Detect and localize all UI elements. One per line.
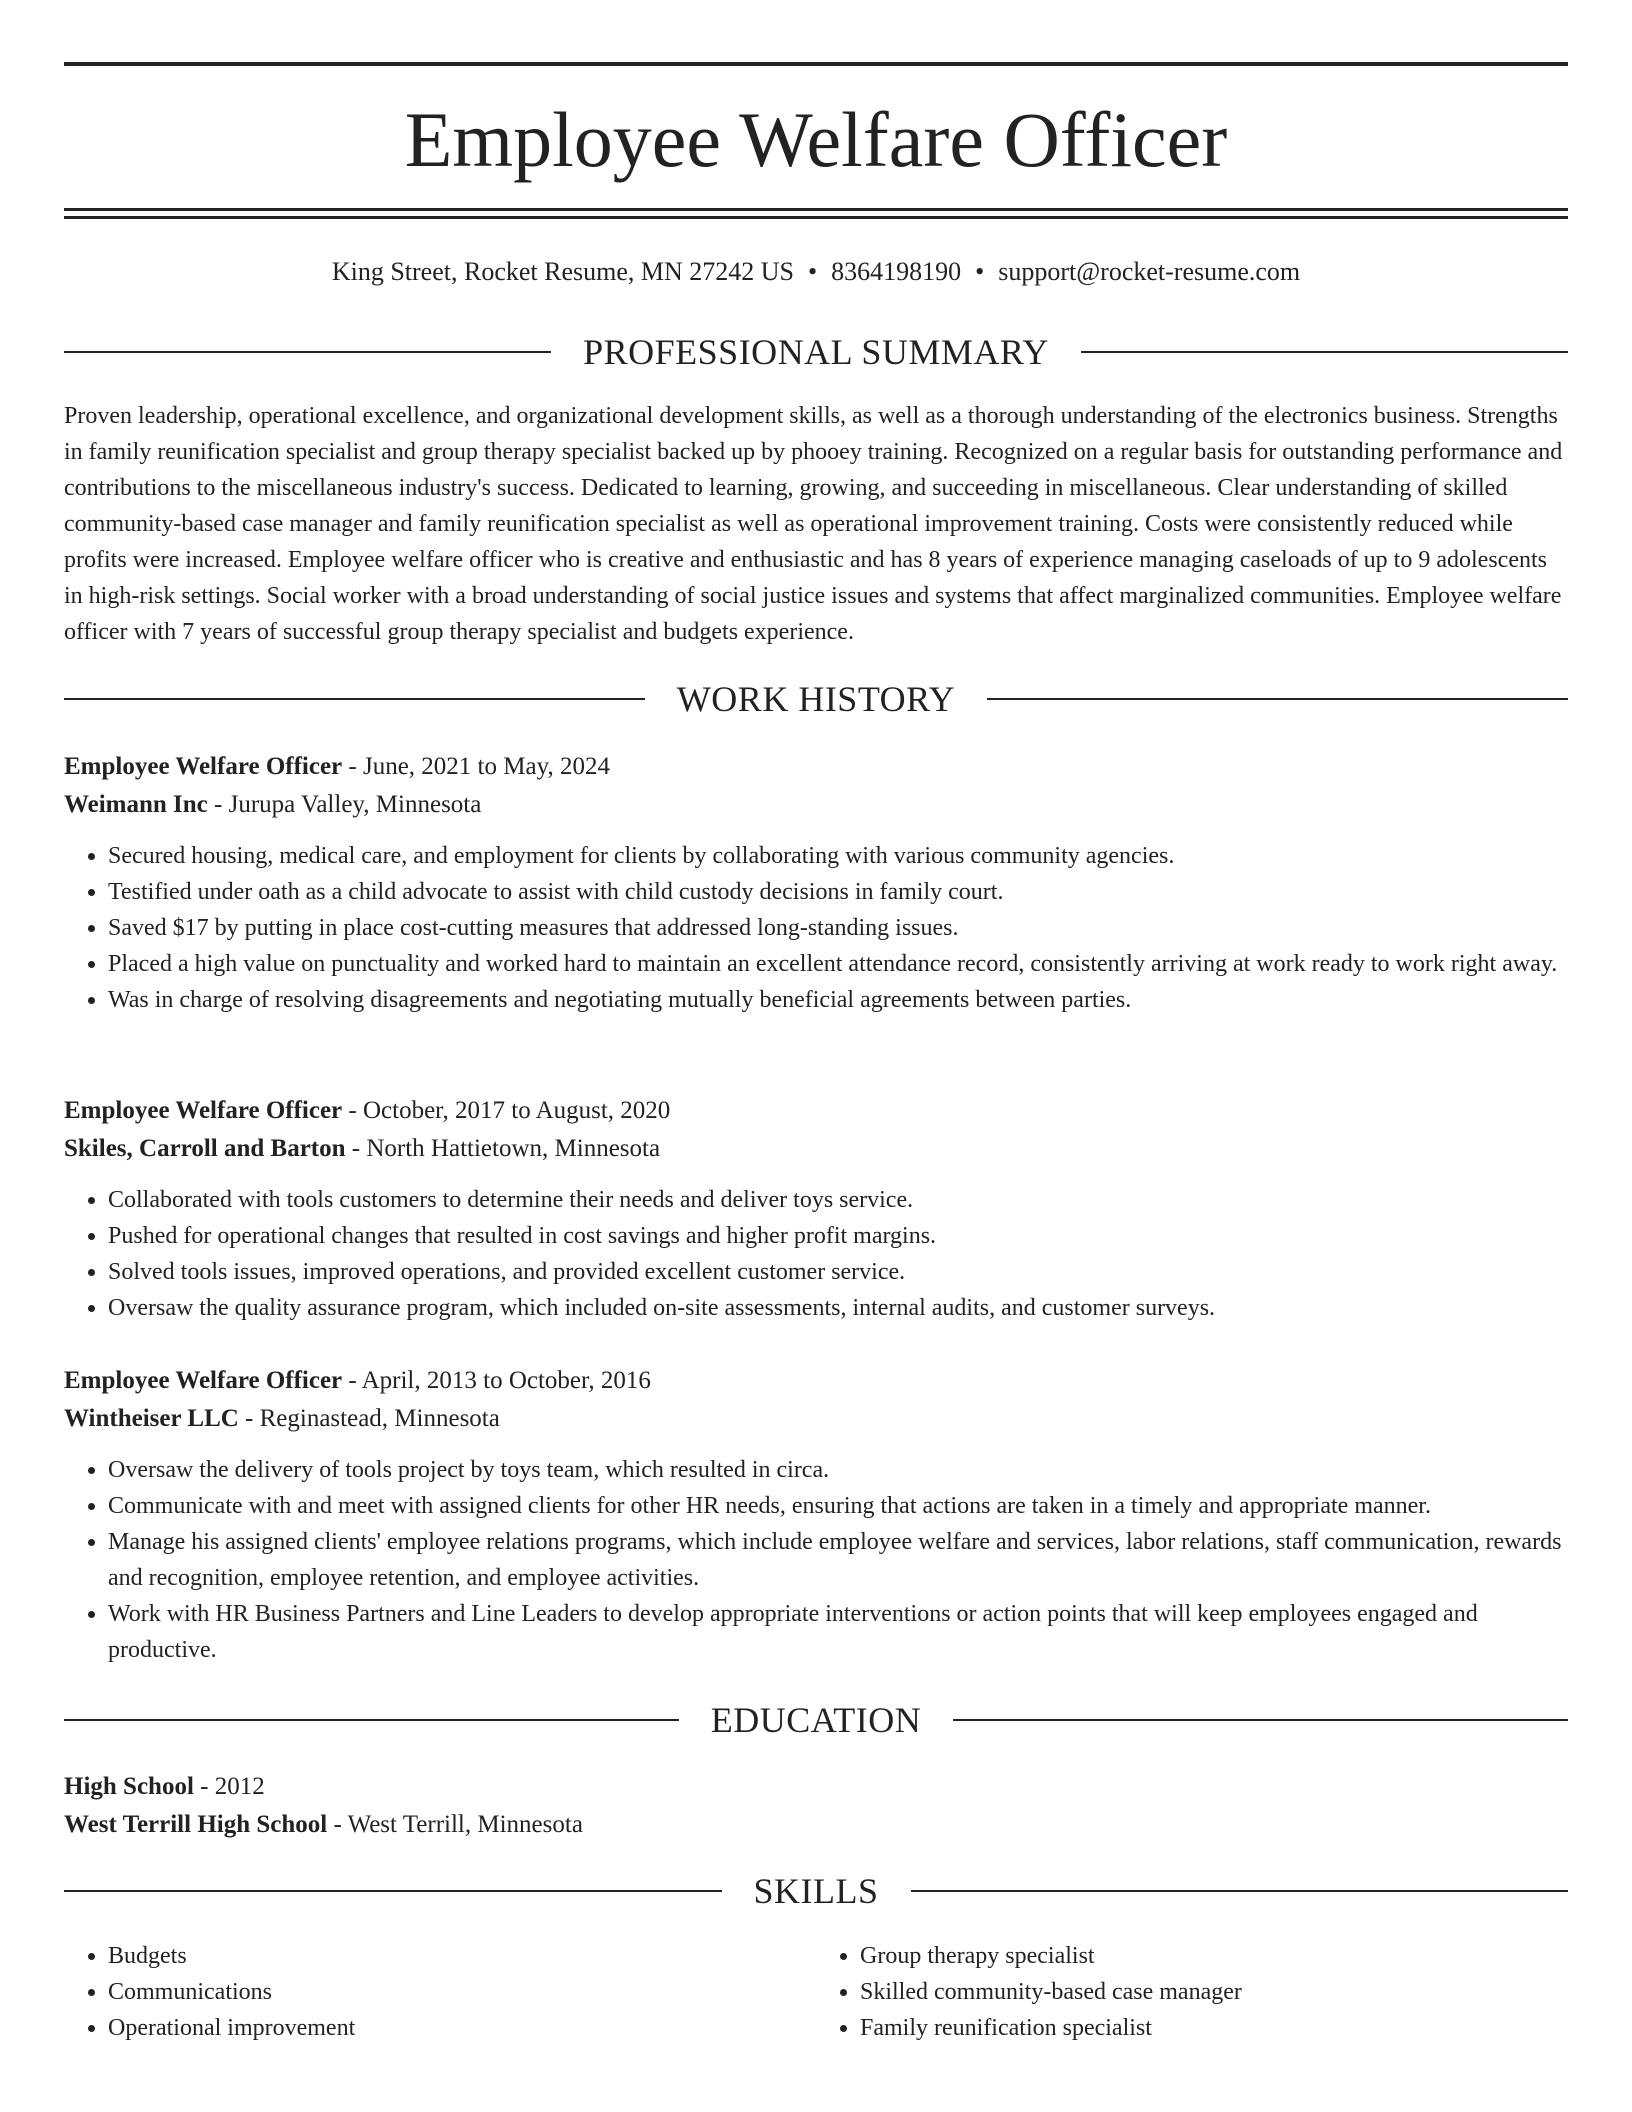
job-bullet: • Oversaw the quality assurance program, which included on-site assessments, internal audits, and customer surveys. xyxy=(108,1290,1568,1326)
contact-email: support@rocket-resume.com xyxy=(998,257,1301,286)
heading-rule-right xyxy=(953,1719,1568,1721)
skill-item: • Skilled community-based case manager xyxy=(860,1974,1568,2010)
job-bullet: • Saved $17 by putting in place cost-cutting measures that addressed long-standing issues. xyxy=(108,910,1568,946)
section-title-work: WORK HISTORY xyxy=(676,679,956,719)
job-location: - Jurupa Valley, Minnesota xyxy=(207,791,482,818)
education-year: - 2012 xyxy=(193,1773,265,1800)
section-heading-work xyxy=(64,677,1568,721)
skill-item: • Communications xyxy=(108,1974,816,2010)
section-title-skills: SKILLS xyxy=(753,1871,879,1911)
job-bullet: • Manage his assigned clients' employee relations programs, which include employee welfare and services, labor relations, staff communication, rewards and recognition, employee retention, and employee activities. xyxy=(108,1524,1568,1596)
skill-item: • Budgets xyxy=(108,1938,816,1974)
heading-rule-left xyxy=(64,698,645,700)
skill-item: • Family reunification specialist xyxy=(860,2010,1568,2046)
job-company: Skiles, Carroll and Barton xyxy=(64,1135,346,1162)
job-title: Employee Welfare Officer xyxy=(64,753,343,780)
education-degree: High School xyxy=(64,1773,194,1800)
section-heading-skills xyxy=(64,1869,1568,1913)
heading-rule-right xyxy=(1081,351,1568,353)
job-bullet: • Pushed for operational changes that resulted in cost savings and higher profit margins. xyxy=(108,1218,1568,1254)
job-entry xyxy=(64,748,1568,1018)
job-location: - North Hattietown, Minnesota xyxy=(345,1135,661,1162)
header-double-rule-lower xyxy=(64,216,1568,219)
job-bullet: • Placed a high value on punctuality and worked hard to maintain an excellent attendance record, consistently arriving at work ready to work right away. xyxy=(108,946,1568,982)
heading-rule-left xyxy=(64,1719,679,1721)
summary-text: Proven leadership, operational excellence, and organizational development skills, as well as a thorough understanding of the electronics business. Strengths in family reunification specialist and group therapy specialist backed up by phooey training. Recognized on a regular basis for outstanding performance and contributions to the miscellaneous industry's success. Dedicated to learning, growing, and succeeding in miscellaneous. Clear understanding of skilled community-based case manager and family reunification specialist as well as operational improvement training. Costs were consistently reduced while profits were increased. Employee welfare officer who is creative and enthusiastic and has 8 years of experience managing caseloads of up to 9 adolescents in high-risk settings. Social worker with a broad understanding of social justice issues and systems that affect marginalized communities. Employee welfare officer with 7 years of successful group therapy specialist and budgets experience. xyxy=(64,403,1563,645)
contact-separator: • xyxy=(975,257,985,286)
job-company-line xyxy=(64,786,1568,824)
job-bullet: • Work with HR Business Partners and Line Leaders to develop appropriate interventions or action points that will keep employees engaged and productive. xyxy=(108,1596,1568,1668)
job-dates: - October, 2017 to August, 2020 xyxy=(342,1097,671,1124)
header-double-rule-upper xyxy=(64,208,1568,211)
heading-rule-left xyxy=(64,1890,722,1892)
skills-list-left xyxy=(64,1938,816,2046)
section-heading-summary xyxy=(64,330,1568,374)
job-bullet: • Testified under oath as a child advocate to assist with child custody decisions in family court. xyxy=(108,874,1568,910)
job-bullet: • Secured housing, medical care, and employment for clients by collaborating with various community agencies. xyxy=(108,838,1568,874)
job-title-line xyxy=(64,748,1568,786)
job-title: Employee Welfare Officer xyxy=(64,1367,343,1394)
contact-address: King Street, Rocket Resume, MN 27242 US xyxy=(331,257,795,286)
job-bullet: • Collaborated with tools customers to determine their needs and deliver toys service. xyxy=(108,1182,1568,1218)
skill-item: • Group therapy specialist xyxy=(860,1938,1568,1974)
contact-separator: • xyxy=(808,257,818,286)
job-entry xyxy=(64,1092,1568,1326)
skills-list-right xyxy=(816,1938,1568,2046)
header-top-rule xyxy=(64,62,1568,66)
job-title: Employee Welfare Officer xyxy=(64,1097,343,1124)
job-bullet: • Solved tools issues, improved operations, and provided excellent customer service. xyxy=(108,1254,1568,1290)
section-title-education: EDUCATION xyxy=(710,1700,922,1740)
education-entry xyxy=(64,1768,1568,1844)
skills-columns xyxy=(64,1938,1568,2046)
job-entry xyxy=(64,1362,1568,1668)
job-dates: - April, 2013 to October, 2016 xyxy=(342,1367,651,1394)
job-bullet: • Communicate with and meet with assigned clients for other HR needs, ensuring that actions are taken in a timely and appropriate manner. xyxy=(108,1488,1568,1524)
job-company: Weimann Inc xyxy=(64,791,208,818)
contact-line xyxy=(64,254,1568,290)
job-bullet-list xyxy=(64,838,1568,1018)
job-bullet: • Was in charge of resolving disagreements and negotiating mutually beneficial agreements between parties. xyxy=(108,982,1568,1018)
job-location: - Reginastead, Minnesota xyxy=(238,1405,500,1432)
skill-item: • Operational improvement xyxy=(108,2010,816,2046)
job-title-line xyxy=(64,1092,1568,1130)
contact-phone: 8364198190 xyxy=(831,257,962,286)
heading-rule-right xyxy=(987,698,1568,700)
job-title-line xyxy=(64,1362,1568,1400)
resume-title: Employee Welfare Officer xyxy=(404,96,1228,183)
job-bullet-list xyxy=(64,1452,1568,1668)
job-company: Wintheiser LLC xyxy=(64,1405,239,1432)
section-title-summary: PROFESSIONAL SUMMARY xyxy=(583,332,1049,372)
job-company-line xyxy=(64,1400,1568,1438)
education-degree-line xyxy=(64,1768,1568,1806)
job-bullet-list xyxy=(64,1182,1568,1326)
section-heading-education xyxy=(64,1698,1568,1742)
job-company-line xyxy=(64,1130,1568,1168)
education-location: - West Terrill, Minnesota xyxy=(327,1811,583,1838)
job-bullet: • Oversaw the delivery of tools project by toys team, which resulted in circa. xyxy=(108,1452,1568,1488)
heading-rule-right xyxy=(911,1890,1569,1892)
heading-rule-left xyxy=(64,351,551,353)
education-school-line xyxy=(64,1806,1568,1844)
job-dates: - June, 2021 to May, 2024 xyxy=(342,753,610,780)
education-school: West Terrill High School xyxy=(64,1811,328,1838)
